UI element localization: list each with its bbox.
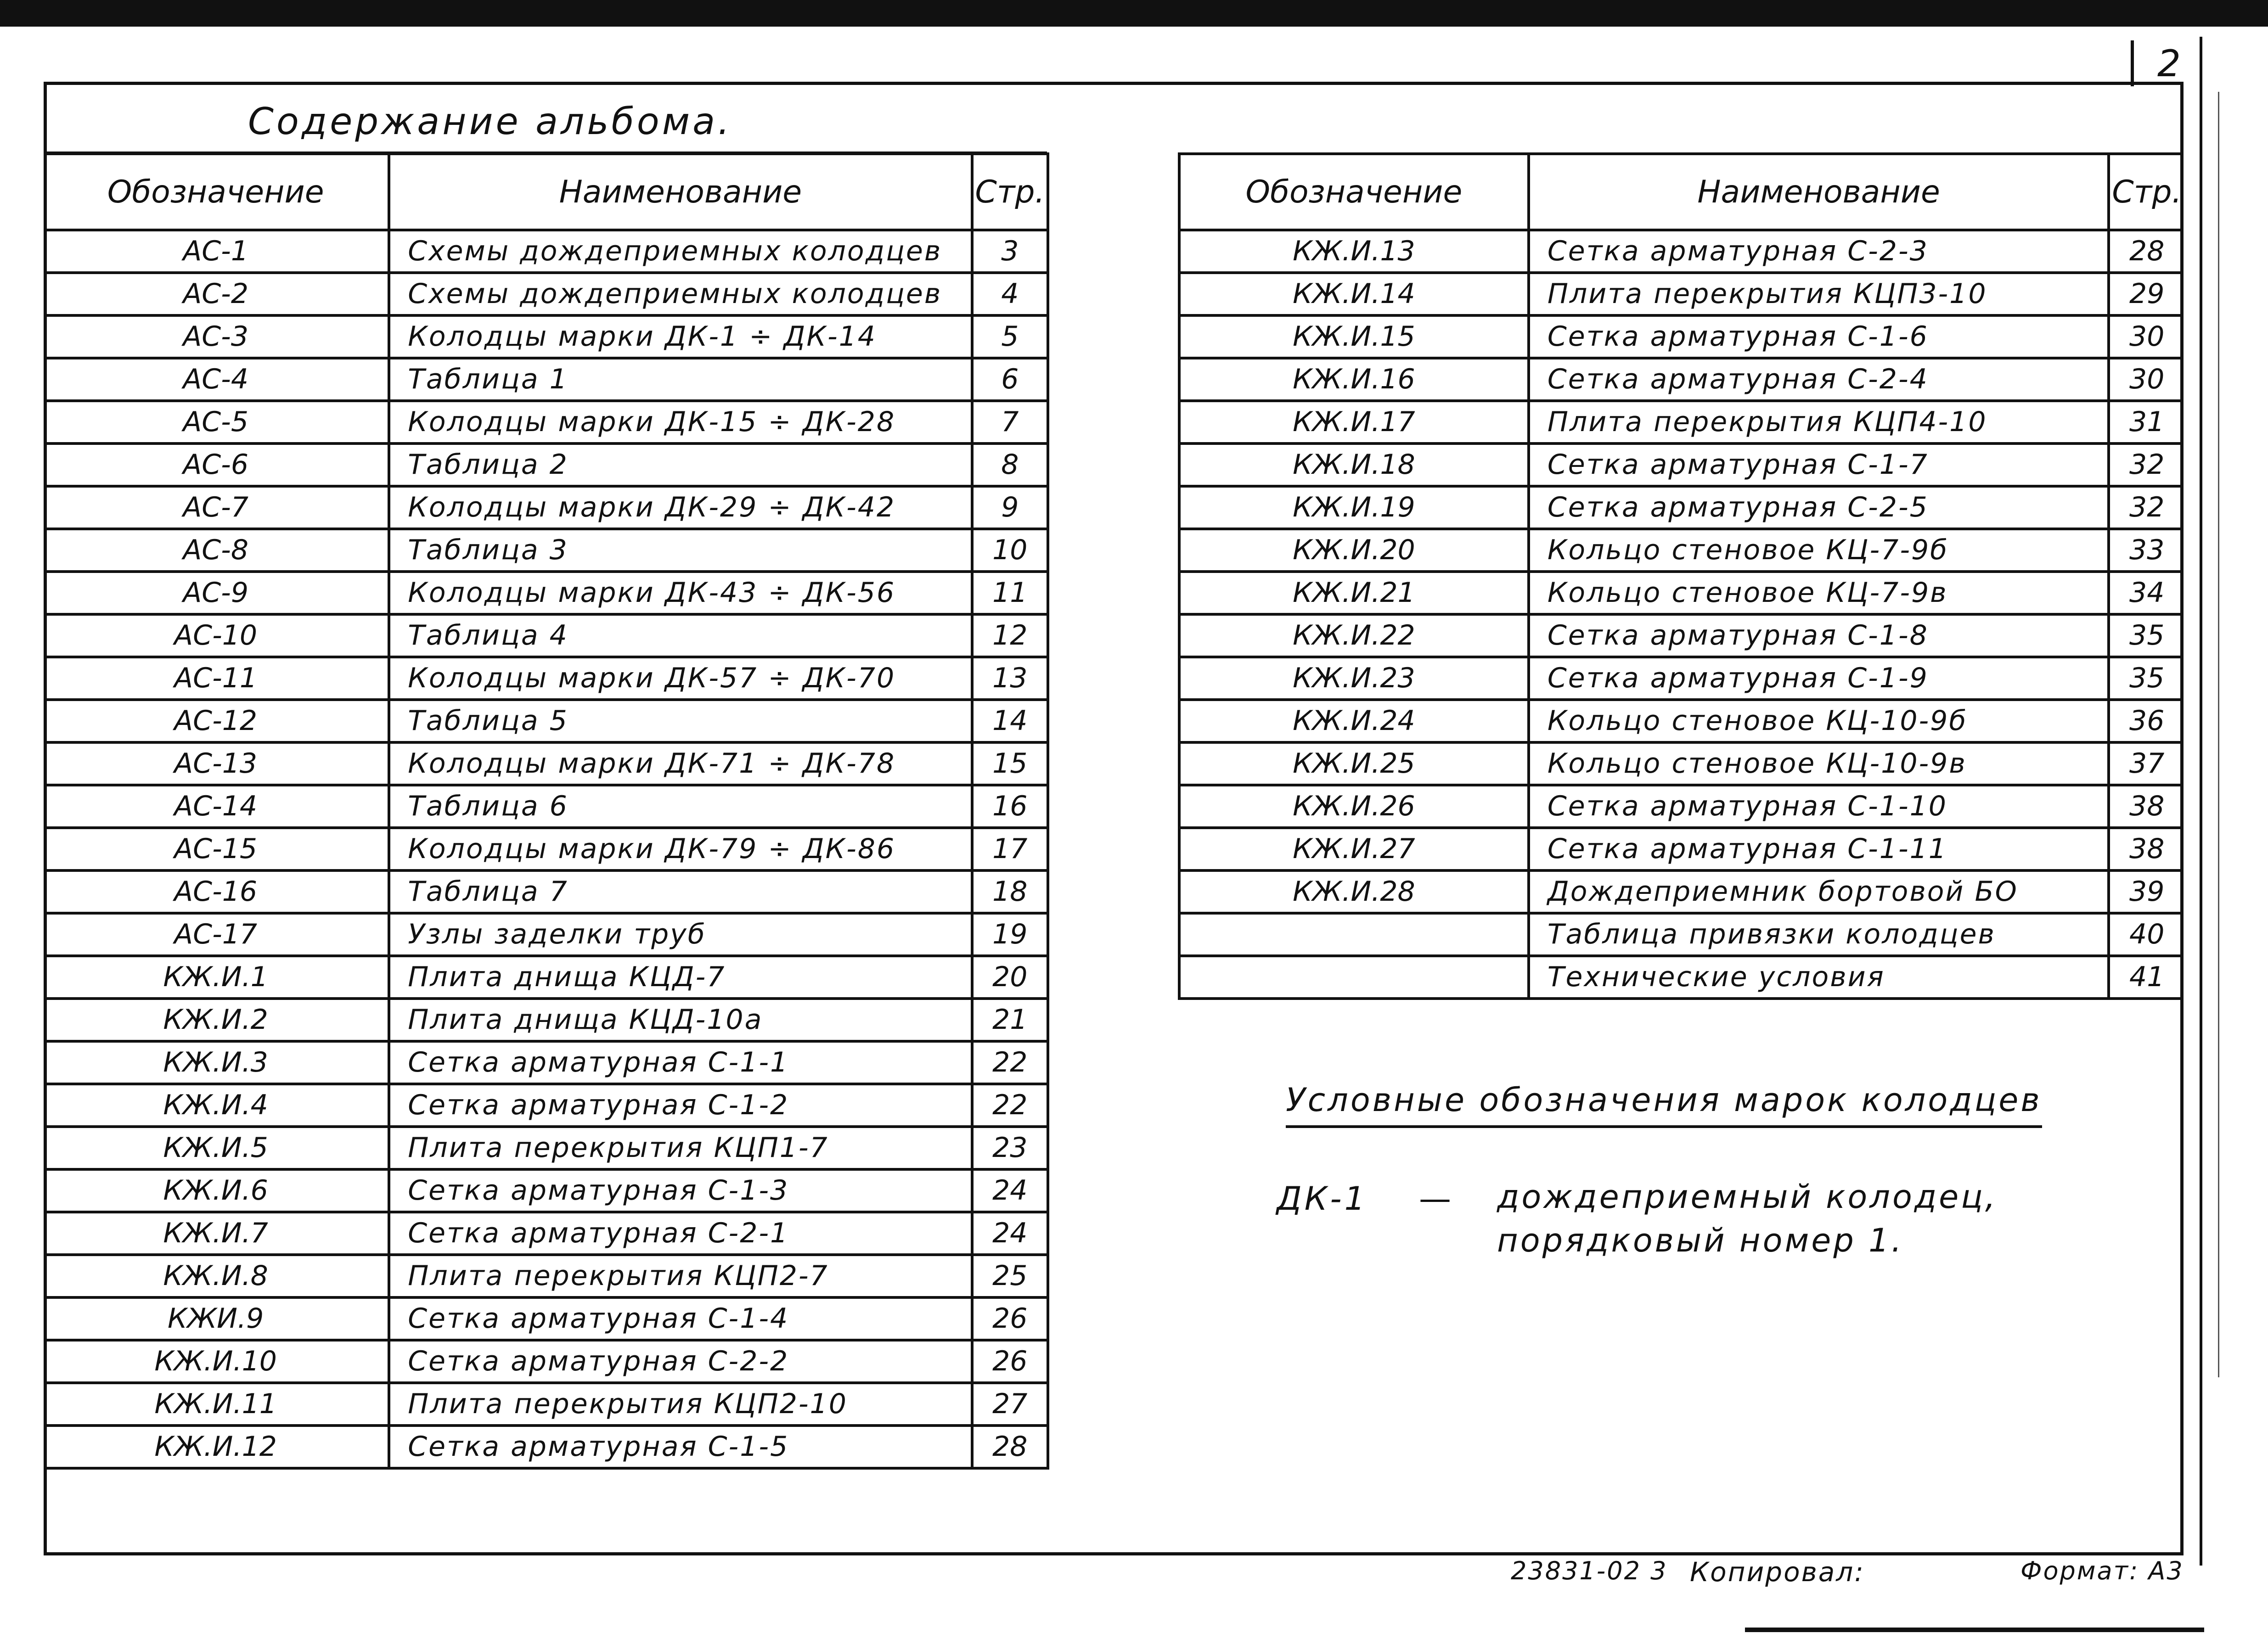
row-code: КЖ.И.27 (1179, 828, 1529, 870)
row-page: 24 (972, 1212, 1048, 1255)
table-row (1179, 657, 2184, 700)
table-row (1179, 913, 2184, 956)
right-edge-rule (2200, 37, 2202, 1566)
row-code: КЖ.И.16 (1179, 358, 1529, 401)
row-code: АС-16 (44, 870, 389, 913)
row-name: Сетка арматурная С-2-3 (1529, 230, 2109, 273)
row-code: КЖ.И.10 (44, 1340, 389, 1383)
row-code: КЖ.И.17 (1179, 401, 1529, 443)
row-page: 3 (972, 230, 1048, 273)
table-row (1179, 828, 2184, 870)
row-page: 26 (972, 1340, 1048, 1383)
row-name: Сетка арматурная С-2-5 (1529, 486, 2109, 529)
table-row (1179, 870, 2184, 913)
column-header-name: Наименование (389, 154, 972, 230)
row-code: КЖ.И.15 (1179, 315, 1529, 358)
row-page: 13 (972, 657, 1048, 700)
row-code: АС-17 (44, 913, 389, 956)
row-name: Дождеприемник бортовой БО (1529, 870, 2109, 913)
row-name: Колодцы марки ДК-71 ÷ ДК-78 (389, 742, 972, 785)
row-page: 9 (972, 486, 1048, 529)
top-border-band (0, 0, 2268, 27)
table-row (1179, 230, 2184, 273)
row-page: 41 (2109, 956, 2184, 999)
row-name: Сетка арматурная С-1-4 (389, 1297, 972, 1340)
table-row (44, 273, 1048, 315)
row-page: 33 (2109, 529, 2184, 572)
row-name: Сетка арматурная С-1-10 (1529, 785, 2109, 828)
row-page: 35 (2109, 657, 2184, 700)
row-code: КЖ.И.13 (1179, 230, 1529, 273)
row-code: КЖ.И.2 (44, 999, 389, 1041)
row-code: КЖ.И.3 (44, 1041, 389, 1084)
table-row (1179, 315, 2184, 358)
row-code: КЖ.И.24 (1179, 700, 1529, 742)
album-title: Содержание альбома. (248, 100, 732, 143)
sheet-number: 2 (2131, 40, 2204, 86)
legend-dash: — (1419, 1180, 1451, 1218)
row-code: АС-1 (44, 230, 389, 273)
row-page: 34 (2109, 572, 2184, 614)
row-code: КЖ.И.1 (44, 956, 389, 999)
table-row (44, 1340, 1048, 1383)
row-name: Плита перекрытия КЦП1-7 (389, 1127, 972, 1169)
row-name: Колодцы марки ДК-57 ÷ ДК-70 (389, 657, 972, 700)
table-row (44, 828, 1048, 870)
row-page: 21 (972, 999, 1048, 1041)
table-row (44, 1169, 1048, 1212)
table-row (44, 999, 1048, 1041)
row-page: 32 (2109, 486, 2184, 529)
row-name: Колодцы марки ДК-43 ÷ ДК-56 (389, 572, 972, 614)
row-code: КЖ.И.23 (1179, 657, 1529, 700)
row-page: 37 (2109, 742, 2184, 785)
row-code: КЖ.И.5 (44, 1127, 389, 1169)
row-page: 38 (2109, 828, 2184, 870)
row-page: 38 (2109, 785, 2184, 828)
row-code: АС-2 (44, 273, 389, 315)
row-page: 11 (972, 572, 1048, 614)
row-name: Технические условия (1529, 956, 2109, 999)
row-page: 5 (972, 315, 1048, 358)
table-row (44, 315, 1048, 358)
row-code: КЖ.И.20 (1179, 529, 1529, 572)
table-row (1179, 742, 2184, 785)
bottom-edge-stroke (1745, 1628, 2204, 1632)
row-name: Схемы дождеприемных колодцев (389, 273, 972, 315)
table-row (44, 358, 1048, 401)
copied-by-label: Копировал: (1690, 1556, 1865, 1588)
row-page: 31 (2109, 401, 2184, 443)
legend-description (1497, 1175, 1998, 1263)
row-code: КЖ.И.7 (44, 1212, 389, 1255)
table-row (44, 1297, 1048, 1340)
row-code: КЖ.И.6 (44, 1169, 389, 1212)
row-name: Сетка арматурная С-1-3 (389, 1169, 972, 1212)
table-header-row (1179, 154, 2184, 230)
row-page: 36 (2109, 700, 2184, 742)
table-row (44, 1041, 1048, 1084)
table-row (44, 1127, 1048, 1169)
table-row (1179, 529, 2184, 572)
row-code: АС-11 (44, 657, 389, 700)
row-page: 22 (972, 1084, 1048, 1127)
row-name: Колодцы марки ДК-1 ÷ ДК-14 (389, 315, 972, 358)
row-page: 16 (972, 785, 1048, 828)
row-name: Плита перекрытия КЦП2-7 (389, 1255, 972, 1297)
row-code: КЖ.И.14 (1179, 273, 1529, 315)
row-code: АС-10 (44, 614, 389, 657)
row-page: 29 (2109, 273, 2184, 315)
row-code: КЖ.И.28 (1179, 870, 1529, 913)
table-row (1179, 572, 2184, 614)
table-row (1179, 956, 2184, 999)
row-page: 26 (972, 1297, 1048, 1340)
row-page: 10 (972, 529, 1048, 572)
column-header-name: Наименование (1529, 154, 2109, 230)
row-page: 17 (972, 828, 1048, 870)
row-code: КЖ.И.22 (1179, 614, 1529, 657)
row-page: 28 (972, 1426, 1048, 1468)
row-name: Сетка арматурная С-2-2 (389, 1340, 972, 1383)
row-code: АС-4 (44, 358, 389, 401)
table-row (44, 1426, 1048, 1468)
row-name: Плита перекрытия КЦП2-10 (389, 1383, 972, 1426)
table-row (44, 1084, 1048, 1127)
table-row (1179, 443, 2184, 486)
table-row (44, 401, 1048, 443)
column-header-page: Стр. (2109, 154, 2184, 230)
row-code (1179, 913, 1529, 956)
table-row (44, 572, 1048, 614)
row-page: 28 (2109, 230, 2184, 273)
table-row (44, 1212, 1048, 1255)
right-edge-rule-thin (2218, 92, 2219, 1377)
row-code: КЖ.И.8 (44, 1255, 389, 1297)
row-name: Таблица 4 (389, 614, 972, 657)
row-page: 8 (972, 443, 1048, 486)
row-name: Колодцы марки ДК-15 ÷ ДК-28 (389, 401, 972, 443)
row-code: АС-15 (44, 828, 389, 870)
table-row (1179, 273, 2184, 315)
row-name: Кольцо стеновое КЦ-10-9б (1529, 700, 2109, 742)
row-name: Плита днища КЦД-7 (389, 956, 972, 999)
row-name: Плита перекрытия КЦП4-10 (1529, 401, 2109, 443)
row-page: 19 (972, 913, 1048, 956)
row-page: 15 (972, 742, 1048, 785)
document-number: 23831-02 3 (1511, 1556, 1668, 1585)
column-header-code: Обозначение (44, 154, 389, 230)
row-page: 14 (972, 700, 1048, 742)
row-name: Плита днища КЦД-10а (389, 999, 972, 1041)
row-code: АС-14 (44, 785, 389, 828)
row-name: Таблица 5 (389, 700, 972, 742)
table-row (1179, 785, 2184, 828)
table-row (44, 657, 1048, 700)
table-row (44, 1383, 1048, 1426)
row-name: Кольцо стеновое КЦ-7-9б (1529, 529, 2109, 572)
contents-body-right (1179, 230, 2184, 999)
row-name: Таблица 6 (389, 785, 972, 828)
row-page: 35 (2109, 614, 2184, 657)
row-name: Сетка арматурная С-1-11 (1529, 828, 2109, 870)
row-name: Сетка арматурная С-1-5 (389, 1426, 972, 1468)
row-code: АС-13 (44, 742, 389, 785)
row-name: Сетка арматурная С-1-6 (1529, 315, 2109, 358)
row-code (1179, 956, 1529, 999)
row-name: Сетка арматурная С-1-2 (389, 1084, 972, 1127)
table-row (44, 1255, 1048, 1297)
row-code: АС-5 (44, 401, 389, 443)
row-name: Сетка арматурная С-1-8 (1529, 614, 2109, 657)
row-page: 30 (2109, 315, 2184, 358)
row-name: Кольцо стеновое КЦ-10-9в (1529, 742, 2109, 785)
table-row (44, 913, 1048, 956)
row-name: Сетка арматурная С-1-1 (389, 1041, 972, 1084)
row-code: АС-12 (44, 700, 389, 742)
row-code: АС-7 (44, 486, 389, 529)
row-code: АС-9 (44, 572, 389, 614)
column-header-code: Обозначение (1179, 154, 1529, 230)
table-row (44, 230, 1048, 273)
table-row (44, 443, 1048, 486)
legend-title: Условные обозначения марок колодцев (1286, 1081, 2042, 1128)
table-row (44, 870, 1048, 913)
row-page: 12 (972, 614, 1048, 657)
table-row (1179, 486, 2184, 529)
row-page: 30 (2109, 358, 2184, 401)
legend-line-1: дождеприемный колодец, (1497, 1178, 1998, 1216)
row-code: КЖ.И.4 (44, 1084, 389, 1127)
table-row (44, 614, 1048, 657)
row-page: 23 (972, 1127, 1048, 1169)
row-page: 7 (972, 401, 1048, 443)
row-code: КЖ.И.25 (1179, 742, 1529, 785)
row-name: Сетка арматурная С-2-4 (1529, 358, 2109, 401)
row-page: 6 (972, 358, 1048, 401)
row-name: Кольцо стеновое КЦ-7-9в (1529, 572, 2109, 614)
table-row (44, 742, 1048, 785)
table-row (1179, 614, 2184, 657)
table-row (1179, 401, 2184, 443)
row-page: 18 (972, 870, 1048, 913)
sheet-format: Формат: А3 (2020, 1556, 2184, 1585)
row-name: Колодцы марки ДК-29 ÷ ДК-42 (389, 486, 972, 529)
table-row (44, 486, 1048, 529)
row-name: Таблица 7 (389, 870, 972, 913)
row-code: КЖИ.9 (44, 1297, 389, 1340)
row-name: Узлы заделки труб (389, 913, 972, 956)
table-row (1179, 358, 2184, 401)
row-code: АС-6 (44, 443, 389, 486)
row-page: 4 (972, 273, 1048, 315)
row-name: Сетка арматурная С-2-1 (389, 1212, 972, 1255)
row-name: Плита перекрытия КЦП3-10 (1529, 273, 2109, 315)
table-row (44, 529, 1048, 572)
row-page: 20 (972, 956, 1048, 999)
contents-table-right (1178, 152, 2184, 1000)
table-row (44, 700, 1048, 742)
legend-code: ДК-1 (1277, 1180, 1368, 1218)
row-code: КЖ.И.12 (44, 1426, 389, 1468)
row-code: КЖ.И.19 (1179, 486, 1529, 529)
row-page: 27 (972, 1383, 1048, 1426)
row-page: 39 (2109, 870, 2184, 913)
row-code: КЖ.И.21 (1179, 572, 1529, 614)
row-page: 25 (972, 1255, 1048, 1297)
row-code: АС-3 (44, 315, 389, 358)
row-name: Таблица привязки колодцев (1529, 913, 2109, 956)
row-name: Схемы дождеприемных колодцев (389, 230, 972, 273)
table-row (44, 956, 1048, 999)
row-code: КЖ.И.11 (44, 1383, 389, 1426)
row-name: Колодцы марки ДК-79 ÷ ДК-86 (389, 828, 972, 870)
row-page: 22 (972, 1041, 1048, 1084)
legend-line-2: порядковый номер 1. (1497, 1222, 1904, 1259)
column-header-page: Стр. (972, 154, 1048, 230)
row-name: Сетка арматурная С-1-7 (1529, 443, 2109, 486)
contents-body-left (44, 230, 1048, 1468)
row-code: АС-8 (44, 529, 389, 572)
row-name: Таблица 1 (389, 358, 972, 401)
row-name: Сетка арматурная С-1-9 (1529, 657, 2109, 700)
row-page: 24 (972, 1169, 1048, 1212)
row-code: КЖ.И.18 (1179, 443, 1529, 486)
row-name: Таблица 3 (389, 529, 972, 572)
contents-table-left (44, 152, 1049, 1470)
table-row (44, 785, 1048, 828)
table-header-row (44, 154, 1048, 230)
row-page: 32 (2109, 443, 2184, 486)
row-name: Таблица 2 (389, 443, 972, 486)
row-page: 40 (2109, 913, 2184, 956)
row-code: КЖ.И.26 (1179, 785, 1529, 828)
table-row (1179, 700, 2184, 742)
